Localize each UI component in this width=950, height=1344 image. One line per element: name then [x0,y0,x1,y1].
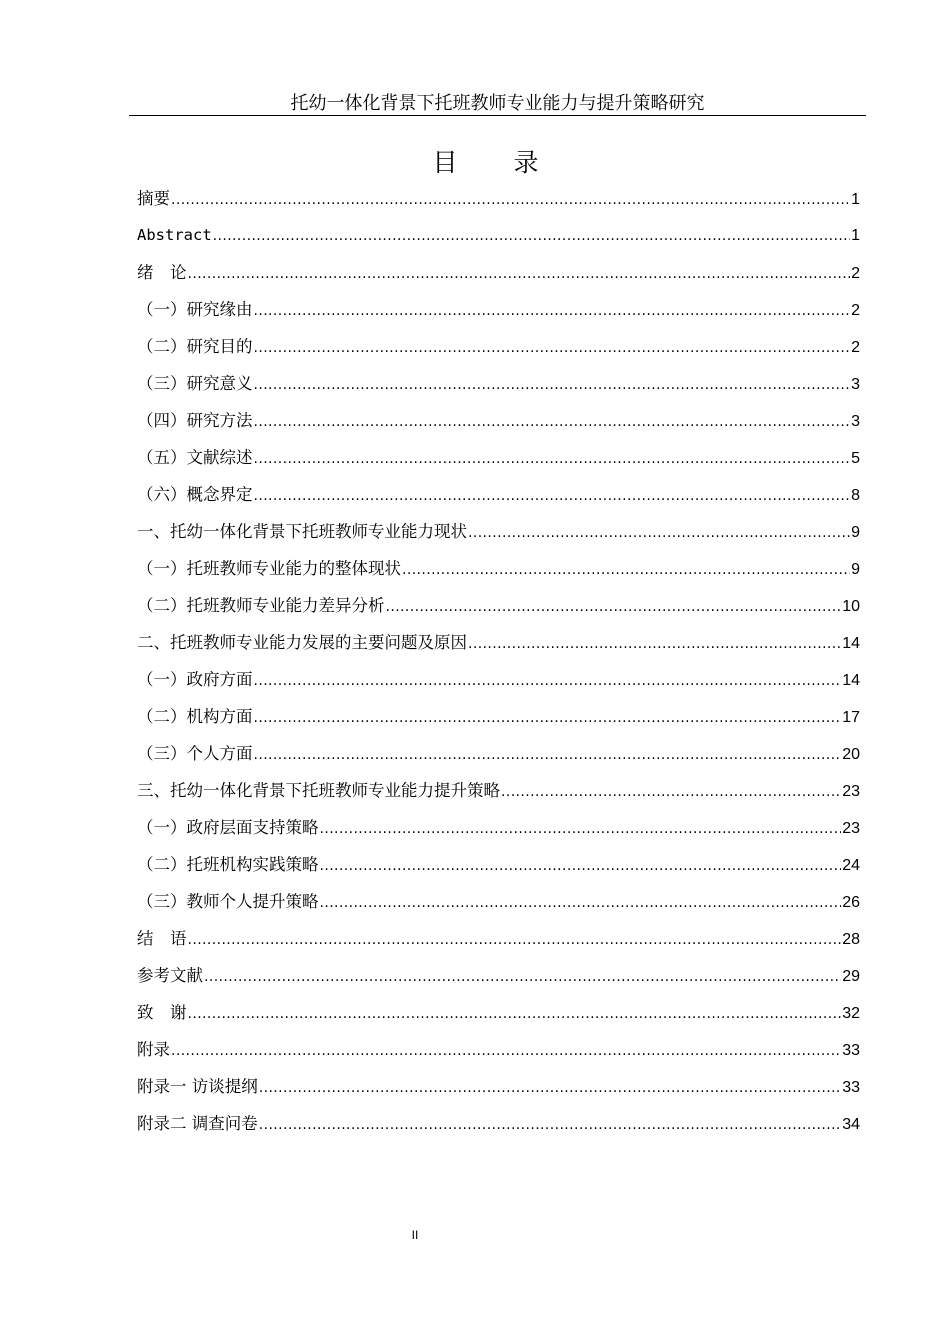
toc-entry-label: （三）个人方面 [137,744,253,763]
toc-entry-label: Abstract [137,226,212,244]
toc-entry-references[interactable] [137,957,860,994]
dot-leader [188,256,851,293]
dot-leader [254,367,851,404]
toc-entry-chapter[interactable] [137,772,860,809]
toc-entry-page: 3 [851,376,860,393]
dot-leader [171,182,850,219]
toc-entry-page: 1 [851,227,860,244]
dot-leader [468,515,850,552]
toc-entry-page: 23 [842,820,860,837]
toc-entry-page: 33 [842,1079,860,1096]
toc-entry[interactable] [137,402,860,439]
toc-entry-page: 20 [842,746,860,763]
toc-entry-page: 24 [842,857,860,874]
toc-entry-label: （二）研究目的 [137,337,253,356]
toc-entry[interactable] [137,698,860,735]
toc-entry-abstract-cn[interactable] [137,180,860,217]
dot-leader [320,848,842,885]
toc-entry-label: 结 语 [137,929,187,948]
page-number: II [411,1228,419,1242]
toc-entry-label: 参考文献 [137,966,203,985]
toc-entry-page: 9 [851,524,860,541]
toc-entry-page: 10 [842,598,860,615]
toc-entry-page: 14 [842,672,860,689]
toc-entry-page: 34 [842,1116,860,1133]
toc-entry-page: 2 [851,339,860,356]
toc-entry-acknowledgements[interactable] [137,994,860,1031]
dot-leader [386,589,842,626]
toc-entry-page: 29 [842,968,860,985]
toc-entry-label: 一、托幼一体化背景下托班教师专业能力现状 [137,522,467,541]
dot-leader [402,552,850,589]
toc-entry[interactable] [137,846,860,883]
toc-entry-chapter[interactable] [137,624,860,661]
toc-entry-page: 8 [851,487,860,504]
toc-entry-page: 2 [851,265,860,282]
toc-entry-label: 摘要 [137,189,170,208]
toc-entry-label: （一）政府层面支持策略 [137,818,319,837]
dot-leader [213,218,850,255]
running-header-title: 托幼一体化背景下托班教师专业能力与提升策略研究 [290,93,705,114]
toc-entry-label: 致 谢 [137,1003,187,1022]
header-rule [129,115,866,116]
table-of-contents [137,180,860,1142]
toc-entry-label: （二）托班机构实践策略 [137,855,319,874]
toc-entry-appendix-2[interactable] [137,1105,860,1142]
toc-entry-label: （一）研究缘由 [137,300,253,319]
toc-entry-label: 附录 [137,1040,170,1059]
dot-leader [320,885,842,922]
dot-leader [501,774,841,811]
toc-entry-appendix[interactable] [137,1031,860,1068]
toc-entry-page: 26 [842,894,860,911]
toc-entry[interactable] [137,365,860,402]
toc-entry-label: （五）文献综述 [137,448,253,467]
toc-entry-label: 二、托班教师专业能力发展的主要问题及原因 [137,633,467,652]
dot-leader [259,1070,841,1107]
dot-leader [254,478,851,515]
toc-entry-page: 9 [851,561,860,578]
toc-entry-page: 5 [851,450,860,467]
dot-leader [259,1107,841,1144]
toc-entry-label: （二）机构方面 [137,707,253,726]
toc-entry[interactable] [137,809,860,846]
toc-entry[interactable] [137,587,860,624]
toc-entry-label: 附录二 调查问卷 [137,1114,258,1133]
toc-entry-label: （四）研究方法 [137,411,253,430]
toc-entry-label: 三、托幼一体化背景下托班教师专业能力提升策略 [137,781,500,800]
toc-entry[interactable] [137,439,860,476]
toc-entry-label: （三）研究意义 [137,374,253,393]
toc-entry-introduction[interactable] [137,254,860,291]
dot-leader [171,1033,841,1070]
dot-leader [254,700,842,737]
dot-leader [188,922,842,959]
toc-entry-label: （三）教师个人提升策略 [137,892,319,911]
dot-leader [320,811,842,848]
toc-entry-page: 33 [842,1042,860,1059]
toc-entry[interactable] [137,883,860,920]
toc-entry-page: 32 [842,1005,860,1022]
toc-entry-label: （六）概念界定 [137,485,253,504]
toc-entry-page: 2 [851,302,860,319]
toc-entry[interactable] [137,661,860,698]
dot-leader [254,404,851,441]
toc-entry-page: 17 [842,709,860,726]
toc-entry[interactable] [137,291,860,328]
toc-entry-label: （一）托班教师专业能力的整体现状 [137,559,401,578]
dot-leader [254,293,851,330]
dot-leader [254,330,851,367]
dot-leader [254,663,842,700]
toc-title: 目 录 [432,148,563,177]
toc-entry[interactable] [137,476,860,513]
dot-leader [254,737,842,774]
dot-leader [188,996,842,1033]
toc-entry-page: 14 [842,635,860,652]
toc-entry[interactable] [137,735,860,772]
toc-entry-conclusion[interactable] [137,920,860,957]
toc-entry[interactable] [137,550,860,587]
toc-entry-abstract-en[interactable] [137,217,860,254]
toc-entry-label: （一）政府方面 [137,670,253,689]
toc-entry-page: 3 [851,413,860,430]
toc-entry-label: 附录一 访谈提纲 [137,1077,258,1096]
dot-leader [204,959,841,996]
dot-leader [468,626,841,663]
toc-entry-label: （二）托班教师专业能力差异分析 [137,596,385,615]
toc-entry-chapter[interactable] [137,513,860,550]
toc-entry-label: 绪 论 [137,263,187,282]
toc-entry-appendix-1[interactable] [137,1068,860,1105]
toc-entry-page: 1 [851,191,860,208]
toc-entry[interactable] [137,328,860,365]
dot-leader [254,441,851,478]
toc-entry-page: 28 [842,931,860,948]
toc-entry-page: 23 [842,783,860,800]
